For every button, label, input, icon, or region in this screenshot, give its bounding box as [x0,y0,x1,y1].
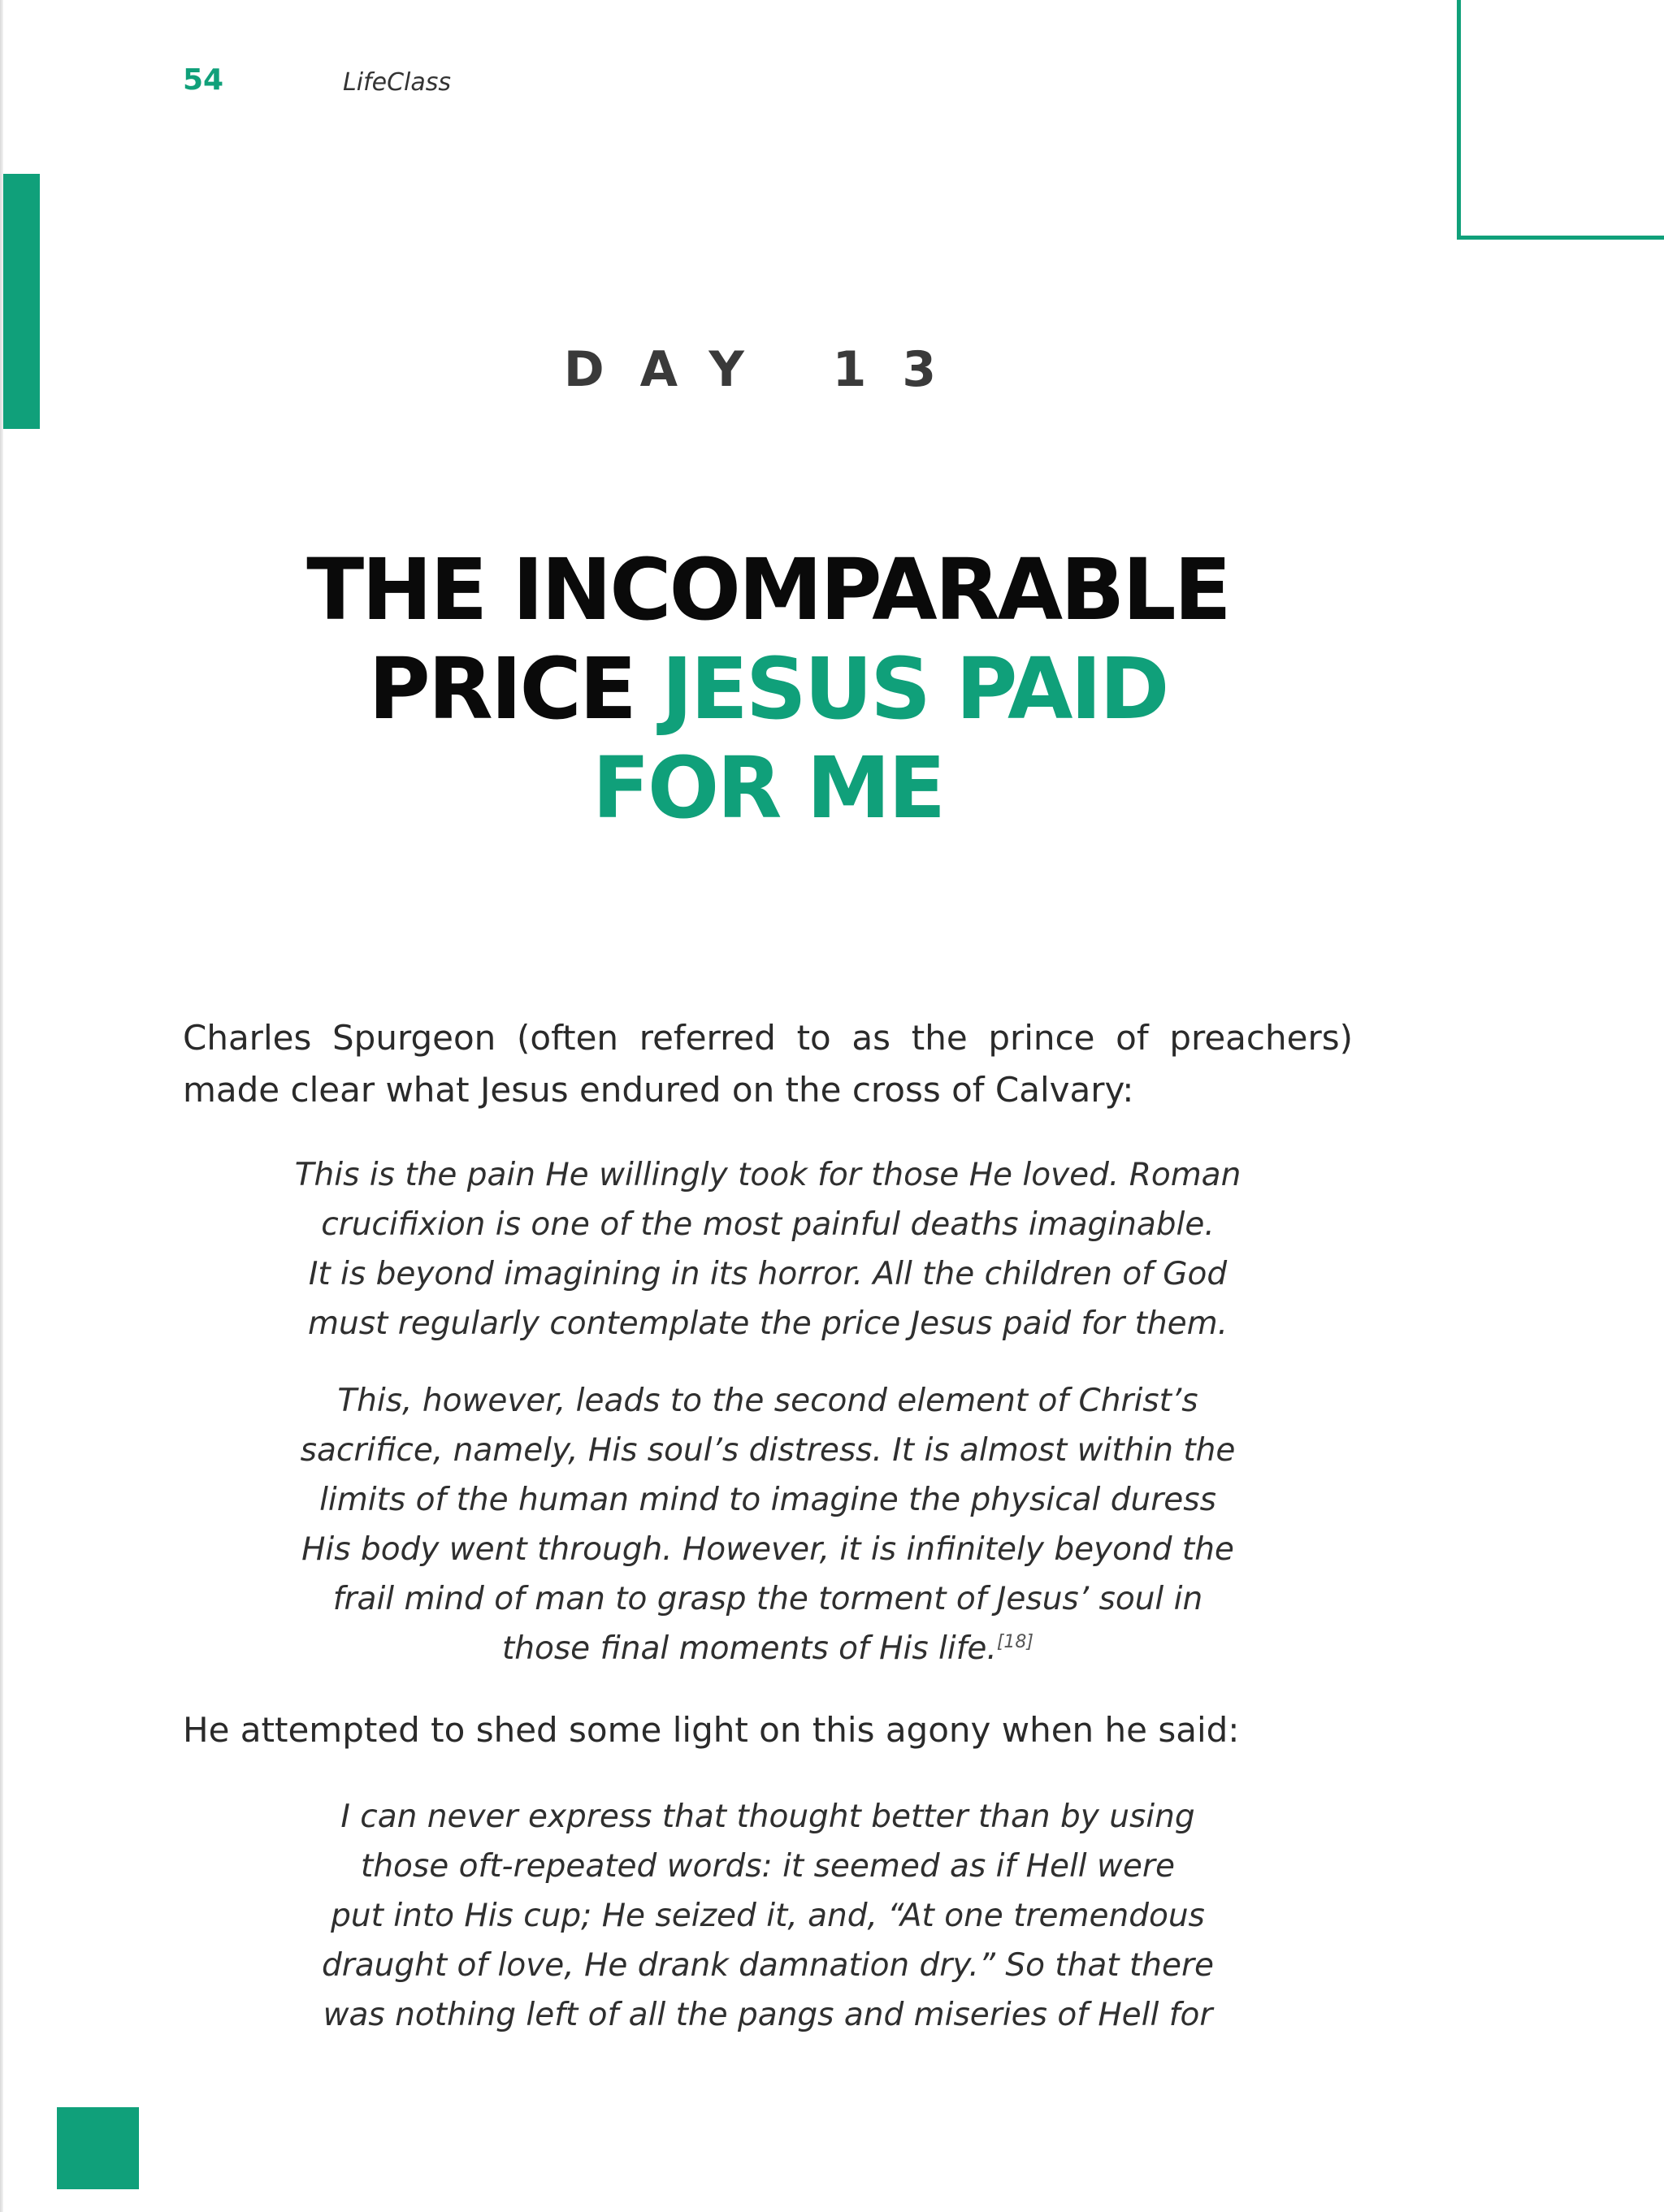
bridge-line: He attempted to shed some light on this agony when he said: [183,1710,1240,1750]
quote-line: crucifixion is one of the most painful deaths imaginable. [321,1206,1215,1243]
intro-paragraph [183,1012,1353,1116]
running-head-book-title: LifeClass [343,68,451,97]
page-number: 54 [183,63,224,97]
quote-line: must regularly contemplate the price Jesus paid for them. [308,1305,1228,1342]
quote-line: limits of the human mind to imagine the physical duress [319,1482,1216,1518]
quote-line: This, however, leads to the second element of Christ’s [337,1383,1198,1419]
quote-line: frail mind of man to grasp the torment of Jesus’ soul in [332,1581,1203,1617]
quote-line-last [260,1624,1276,1673]
quote-line: His body went through. However, it is infinitely beyond the [301,1531,1234,1568]
quote-line-text: those final moments of His life. [501,1630,997,1667]
quote-line: was nothing left of all the pangs and miseries of Hell for [323,1997,1213,2033]
quote-line: It is beyond imagining in its horror. All the children of God [308,1256,1228,1292]
bottom-accent-square [57,2107,139,2189]
intro-line: made clear what Jesus endured on the cross of Calvary: [183,1070,1134,1110]
chapter-title [0,540,1536,838]
title-line-2-accent: JESUS PAID [661,639,1168,738]
bridge-paragraph [183,1704,1353,1756]
block-quote-1 [260,1150,1276,1348]
title-line-3: FOR ME [592,738,944,838]
quote-line: sacrifice, namely, His soul’s distress. It is almost within the [300,1432,1236,1469]
quote-line: put into His cup; He seized it, and, “At one tremendous [331,1898,1205,1934]
title-line-2 [0,639,1536,738]
title-line-2-dark: PRICE [368,639,662,738]
footnote-marker[interactable]: [18] [996,1632,1034,1652]
quote-line: draught of love, He drank damnation dry.” So that there [321,1947,1215,1984]
title-line-1: THE INCOMPARABLE [306,540,1229,639]
block-quote-2 [260,1376,1276,1673]
day-heading: DAY 13 [563,341,973,398]
corner-frame [1457,0,1664,240]
quote-line: those oft-repeated words: it seemed as if Hell were [361,1848,1175,1885]
quote-line: This is the pain He willingly took for those He loved. Roman [294,1157,1242,1193]
intro-line: Charles Spurgeon (often referred to as the prince of preachers) [183,1018,1353,1058]
quote-line: I can never express that thought better than by using [340,1799,1195,1835]
block-quote-3 [260,1792,1276,2040]
